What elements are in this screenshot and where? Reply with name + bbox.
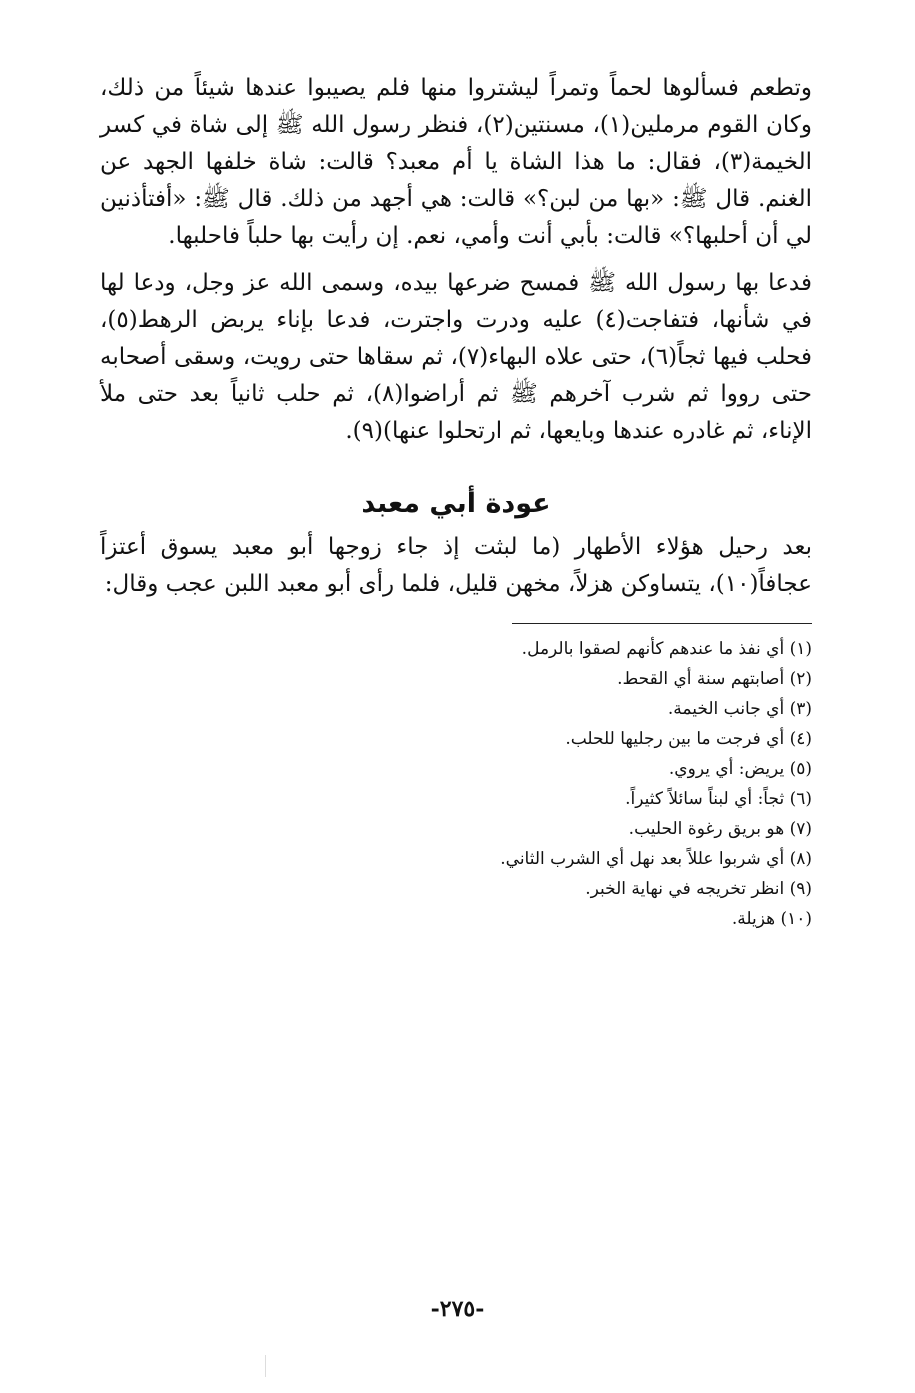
paragraph-3: بعد رحيل هؤلاء الأطهار (ما لبثت إذ جاء زوجها أبو معبد يسوق أعتزاً عجافاً(١٠)، يتساوكن هزلاً، مخهن قليل، فلما رأى أبو معبد اللبن عجب وقال: [100, 534, 812, 597]
footnote-9: (٩) انظر تخريجه في نهاية الخبر. [585, 879, 812, 899]
paragraph-2: فدعا بها رسول الله ﷺ فمسح ضرعها بيده، وسمى الله عز وجل، ودعا لها في شأنها، فتفاجت(٤) عليه ودرت واجترت، فدعا بإناء يربض الرهط(٥)، فحلب فيها ثجاً(٦)، حتى علاه البهاء(٧)، ثم سقاها حتى رويت، وسقى أصحابه حتى رووا ثم شرب آخرهم ﷺ ثم أراضوا(٨)، ثم حلب ثانياً بعد حتى ملأ الإناء، ثم غادره عندها وبايعها، ثم ارتحلوا عنها)(٩). [100, 270, 813, 444]
footnotes-list [100, 634, 812, 934]
footnote-8: (٨) أي شربوا عللاً بعد نهل أي الشرب الثاني. [500, 849, 812, 869]
page-body [100, 70, 812, 934]
footnote-7: (٧) هو بريق رغوة الحليب. [628, 819, 812, 839]
scan-mark [265, 1355, 266, 1377]
footnote-10: (١٠) هزيلة. [731, 909, 812, 929]
paragraph-1: وتطعم فسألوها لحماً وتمراً ليشتروا منها فلم يصيبوا عندها شيئاً من ذلك، وكان القوم مرملين(١)، مسنتين(٢)، فنظر رسول الله ﷺ إلى شاة في كسر الخيمة(٣)، فقال: ما هذا الشاة يا أم معبد؟ قالت: شاة خلفها الجهد عن الغنم. قال ﷺ: «بها من لبن؟» قالت: هي أجهد من ذلك. قال ﷺ: «أفتأذنين لي أن أحلبها؟» قالت: بأبي أنت وأمي، نعم. إن رأيت بها حلباً فاحلبها. [100, 75, 812, 249]
footnote-divider [512, 623, 812, 624]
footnote-6: (٦) ثجاً: أي لبناً سائلاً كثيراً. [625, 789, 812, 809]
footnote-1: (١) أي نفذ ما عندهم كأنهم لصقوا بالرمل. [521, 639, 812, 659]
footnote-5: (٥) يريض: أي يروي. [668, 759, 812, 779]
footnote-3: (٣) أي جانب الخيمة. [667, 699, 812, 719]
section-heading: عودة أبي معبد [361, 488, 551, 519]
footnote-4: (٤) أي فرجت ما بين رجليها للحلب. [565, 729, 812, 749]
page-number: -٢٧٥- [430, 1296, 485, 1322]
footnote-2: (٢) أصابتهم سنة أي القحط. [617, 669, 812, 689]
